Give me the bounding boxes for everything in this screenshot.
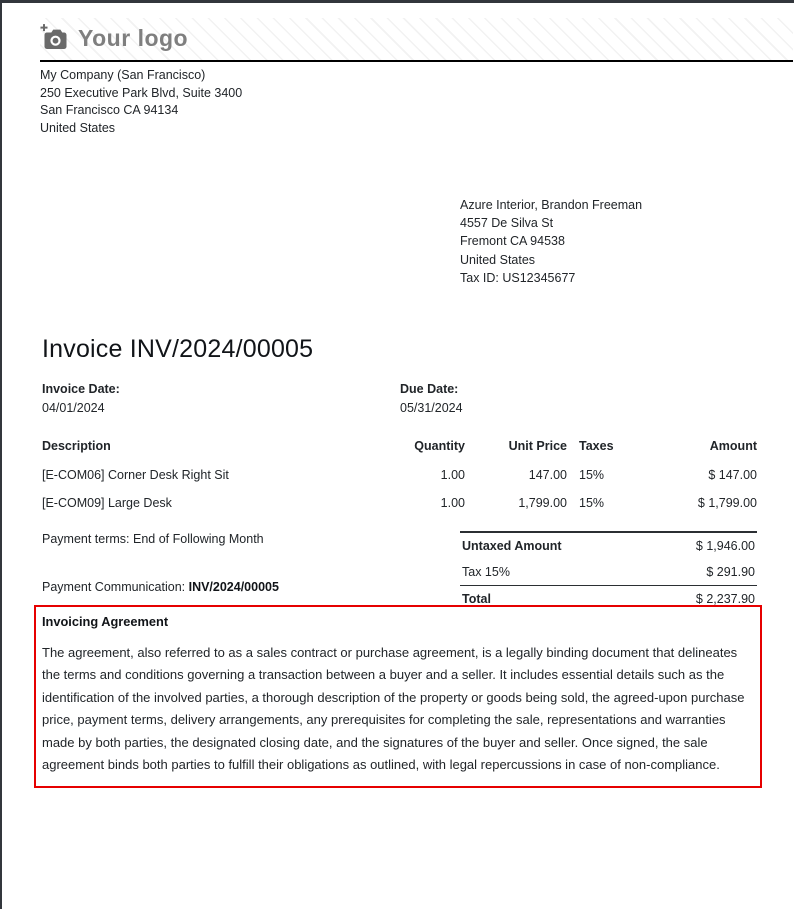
company-address [40, 67, 793, 137]
item-unit-price: 1,799.00 [518, 496, 567, 510]
invoicing-agreement-box [34, 605, 762, 788]
untaxed-amount-value: $ 1,946.00 [695, 539, 755, 553]
header-amount: Amount [709, 439, 757, 453]
camera-plus-icon [40, 24, 68, 52]
total-label: Total [462, 592, 491, 606]
item-amount: $ 1,799.00 [697, 496, 757, 510]
tax-row [460, 559, 757, 585]
due-date-value: 05/31/2024 [400, 401, 463, 415]
payment-communication-label: Payment Communication: [42, 580, 189, 594]
table-header-row [42, 436, 757, 461]
company-street: 250 Executive Park Blvd, Suite 3400 [40, 85, 243, 100]
item-unit-price: 147.00 [528, 468, 567, 482]
payment-communication-value: INV/2024/00005 [188, 580, 279, 594]
header-taxes: Taxes [579, 439, 614, 453]
item-description: [E-COM06] Corner Desk Right Sit [42, 468, 229, 482]
dates-section [42, 380, 757, 418]
item-quantity: 1.00 [440, 468, 465, 482]
untaxed-amount-label: Untaxed Amount [462, 539, 562, 553]
company-country: United States [40, 120, 116, 135]
header-unit-price: Unit Price [508, 439, 567, 453]
totals-section [460, 531, 757, 612]
untaxed-amount-row [460, 531, 757, 559]
item-taxes: 15% [579, 468, 605, 482]
table-row [42, 461, 757, 489]
payment-communication [42, 580, 279, 594]
invoice-page [2, 3, 793, 606]
customer-tax-id: Tax ID: US12345677 [460, 270, 576, 285]
due-date-label: Due Date: [400, 382, 459, 396]
customer-address [460, 196, 642, 287]
tax-label: Tax 15% [462, 565, 510, 579]
total-value: $ 2,237.90 [695, 592, 755, 606]
agreement-heading: Invoicing Agreement [42, 614, 169, 629]
item-description: [E-COM09] Large Desk [42, 496, 172, 510]
invoice-date-block [42, 380, 400, 418]
item-quantity: 1.00 [440, 496, 465, 510]
invoice-date-value: 04/01/2024 [42, 401, 105, 415]
logo-label: Your logo [78, 24, 189, 51]
payment-terms: Payment terms: End of Following Month [42, 532, 264, 546]
customer-street: 4557 De Silva St [460, 216, 554, 231]
customer-name: Azure Interior, Brandon Freeman [460, 198, 643, 212]
company-city: San Francisco CA 94134 [40, 103, 179, 117]
agreement-body: The agreement, also referred to as a sales contract or purchase agreement, is a legally binding document that delineates the terms and conditions governing a transaction between a buyer and a seller. It includes essential details such as the identification of the involved parties, a thorough description of the property or goods being sold, the agreed-upon purchase price, payment terms, delivery arrangements, any prerequisites for completing the sale, representations and warranties made by both parties, the designated closing date, and the signatures of the buyer and seller. Once signed, the sale agreement binds both parties to fulfill their obligations as outlined, with legal repercussions in case of non-compliance. [42, 645, 745, 773]
line-items-table [42, 436, 757, 517]
header-description: Description [42, 439, 111, 453]
item-taxes: 15% [579, 496, 605, 510]
due-date-block [400, 380, 757, 418]
invoice-date-label: Invoice Date: [42, 382, 120, 396]
logo-placeholder [40, 18, 793, 62]
tax-value: $ 291.90 [706, 565, 755, 579]
customer-country: United States [460, 252, 536, 267]
header-quantity: Quantity [414, 439, 465, 453]
company-name: My Company (San Francisco) [40, 68, 206, 82]
invoice-title: Invoice INV/2024/00005 [42, 335, 314, 363]
table-row [42, 489, 757, 517]
customer-city: Fremont CA 94538 [460, 234, 565, 249]
item-amount: $ 147.00 [708, 468, 757, 482]
